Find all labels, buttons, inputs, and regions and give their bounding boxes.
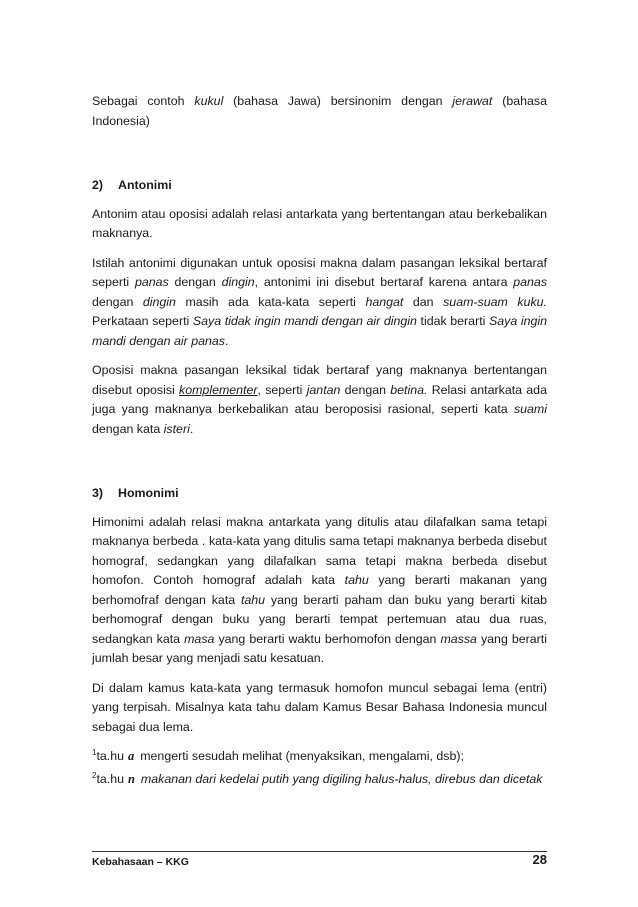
italic-term: betina. [390,382,428,397]
text-run: Oposisi makna pasangan leksikal tidak bertaraf yang maknanya bertentangan disebut oposisi [92,363,547,397]
italic-term: Saya ingin mandi dengan air panas [92,314,547,348]
page-number: 28 [532,852,547,867]
section-title: Antonimi [118,178,172,192]
italic-term: massa [440,631,477,646]
lema-entry-1 [92,747,547,767]
text-run: dengan [92,294,143,309]
text-run: dengan kata [92,421,164,436]
italic-term: dingin [221,275,255,289]
entry-class-mark: n [128,771,135,786]
italic-term: kukul [194,94,224,108]
text-run: dengan [168,275,222,289]
italic-term: jantan [306,382,341,397]
text-run: yang berarti paham dan buku yang berarti kitab berhomograf dengan buku yang berarti tempat pertemuan atau dua ruas, sedangkan kata [92,592,547,646]
text-run: tidak berarti [416,314,489,328]
text-run: dan [403,294,444,309]
homonimi-paragraph-2: Di dalam kamus kata-kata yang termasuk homofon muncul sebagai lema (entri) yang terpisah. Misalnya kata tahu dalam Kamus Besar Bahasa Indonesia muncul sebagai dua lema. [92,680,547,734]
text-run: Sebagai contoh [92,94,195,108]
italic-term: panas [134,275,169,289]
italic-term: Saya tidak ingin mandi dengan air dingin [192,314,417,328]
text-run: Relasi antarkata ada juga yang maknanya berkebalikan atau beroposisi rasional, seperti kata [92,382,547,416]
section-number: 2) [92,178,104,192]
section-number: 3) [92,486,104,500]
text-run: (bahasa Indonesia) [92,94,547,128]
italic-term: tahu [240,592,266,607]
entry-word: ta.hu [96,749,125,763]
antonimi-paragraph-3 [92,361,547,439]
text-run: . [224,333,229,348]
entry-superscript: 1 [92,747,97,757]
text-run: yang berarti jumlah besar yang menjadi satu kesatuan. [92,631,547,665]
italic-term: jerawat [452,94,493,108]
antonimi-paragraph-1: Antonim atau oposisi adalah relasi antarkata yang bertentangan atau berkebalikan maknanya. [92,206,547,240]
text-run: , antonimi ini disebut bertaraf karena antara [254,275,514,289]
text-run: . [189,421,194,436]
text-run: dengan [340,382,391,397]
italic-term: masa [184,631,215,646]
italic-term: tahu [344,573,369,587]
footer-rule [92,851,547,852]
text-run: Istilah antonimi digunakan untuk oposisi makna dalam pasangan leksikal bertaraf seperti [92,255,547,289]
italic-term: dingin [142,294,176,309]
entry-word: ta.hu [96,771,125,786]
section-title: Homonimi [118,486,179,500]
italic-term: hangat [365,294,404,309]
text-run: Perkataan seperti [92,314,193,328]
entry-class-mark: a [128,749,135,763]
entry-definition: mengerti sesudah melihat (menyaksikan, mengalami, dsb); [140,749,464,763]
italic-term: komplementer [179,382,258,397]
text-run: Himonimi adalah relasi makna antarkata yang ditulis atau dilafalkan sama tetapi maknanya berbeda . kata-kata yang ditulis sama tetapi maknanya berbeda disebut homograf, sedangkan yang dilafalkan sama tetapi makna berbeda disebut homofon. Contoh homograf adalah kata [92,514,547,587]
text-run: , seperti [257,382,307,397]
text-run: masih ada kata-kata seperti [175,294,366,309]
section-heading-antonimi [92,176,547,196]
italic-term: suam-suam kuku. [443,294,547,309]
text-run: yang berarti waktu berhomofon dengan [214,631,441,646]
intro-paragraph [92,92,547,131]
entry-superscript: 2 [92,770,97,780]
section-heading-homonimi [92,484,547,504]
entry-definition: makanan dari kedelai putih yang digiling halus-halus, direbus dan dicetak [140,771,543,786]
italic-term: isteri [163,421,190,436]
text-run: yang berarti makanan yang berhomofraf dengan kata [92,573,547,607]
lema-entry-2 [92,770,547,790]
italic-term: suami [513,402,547,416]
italic-term: panas [513,275,548,289]
antonimi-paragraph-2 [92,254,547,352]
page-content [92,92,547,792]
text-run: (bahasa Jawa) bersinonim dengan [223,94,453,108]
footer-title: Kebahasaan – KKG [92,856,189,868]
homonimi-paragraph-1 [92,513,547,669]
